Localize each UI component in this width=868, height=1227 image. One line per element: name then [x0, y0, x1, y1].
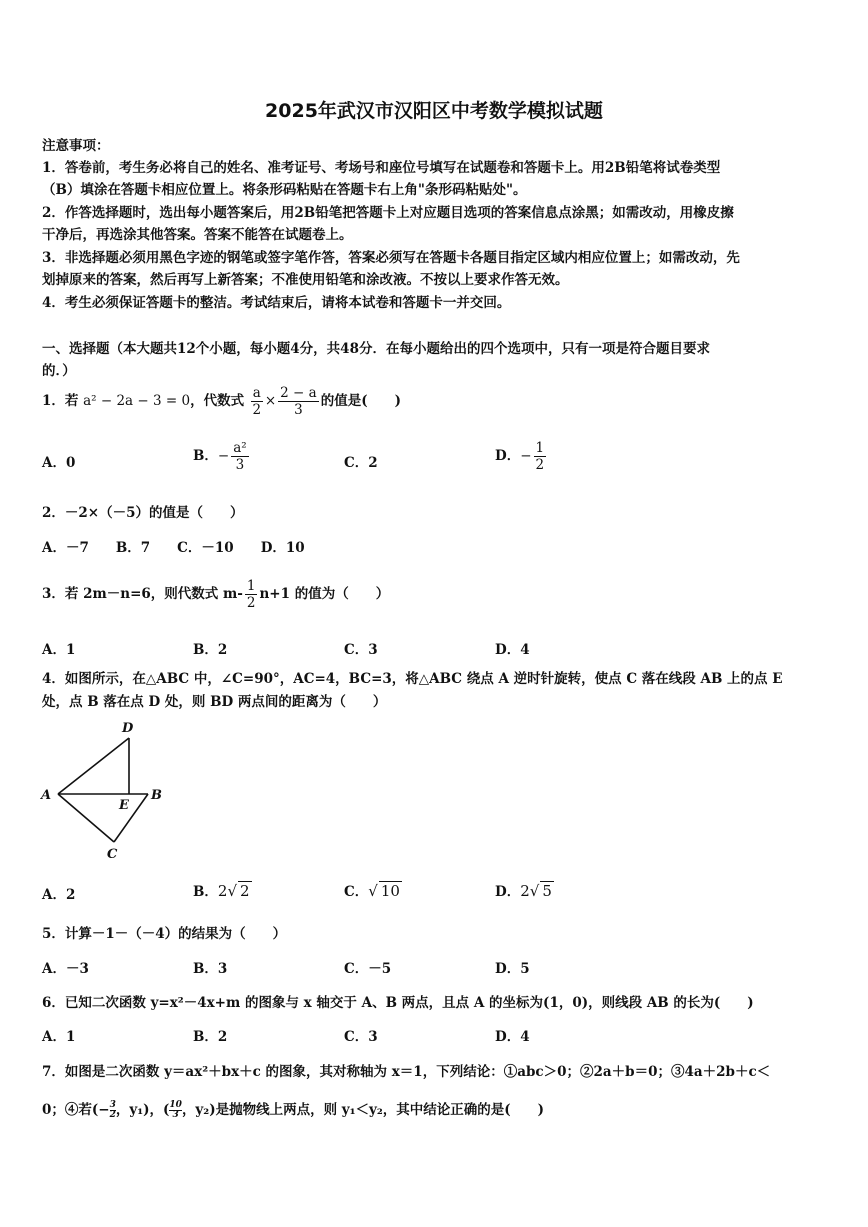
option-d: D．− $\frac{1}{2}$: [495, 440, 545, 473]
option-c: C．3: [344, 1029, 378, 1045]
option-b: B．2: [193, 642, 228, 658]
option-a: A．0: [42, 455, 76, 471]
question-7-cont: 0；④若(− $\frac{3}{2}$ ，y₁)，( $\frac{10}{3}$ ，y₂)是抛物线上两点，则 y₁＜y₂，其中结论正确的是( ): [42, 1100, 545, 1120]
notes-line: （B）填涂在答题卡相应位置上。将条形码粘贴在答题卡右上角"条形码粘贴处"。: [42, 182, 527, 198]
triangle-figure: [36, 716, 176, 864]
question-3: 3．若 2m－n=6，则代数式 m- $\frac{1}{2}$ n+1 的值为（ ）: [42, 578, 390, 611]
notes-line: 2．作答选择题时，选出每小题答案后，用2B铅笔把答题卡上对应题目选项的答案信息点涂黑；如需改动，用橡皮擦: [42, 205, 734, 221]
notes-line: 1．答卷前，考生务必将自己的姓名、准考证号、考场号和座位号填写在试题卷和答题卡上。用2B铅笔将试卷类型: [42, 160, 721, 176]
label-c: C: [107, 847, 118, 862]
option-d: D．4: [495, 1029, 530, 1045]
label-a: A: [41, 788, 52, 803]
option-d: D．4: [495, 642, 530, 658]
notes-line: 干净后，再选涂其他答案。答案不能答在试题卷上。: [42, 227, 353, 243]
question-6: 6．已知二次函数 y=x²－4x+m 的图象与 x 轴交于 A、B 两点，且点 A 的坐标为(1，0)，则线段 AB 的长为( ): [42, 995, 754, 1011]
question-4-cont: 处，点 B 落在点 D 处，则 BD 两点间的距离为（ ）: [42, 694, 387, 710]
option-a: A．1: [42, 1029, 76, 1045]
option-c: C．√ 10: [344, 882, 400, 900]
notes-heading: 注意事项：: [42, 138, 110, 154]
option-b: B．2: [193, 1029, 228, 1045]
notes-line: 划掉原来的答案，然后再写上新答案；不准使用铅笔和涂改液。不按以上要求作答无效。: [42, 272, 569, 288]
section-heading-cont: 的．）: [42, 363, 76, 379]
label-e: E: [119, 798, 129, 813]
page-title: 2025年武汉市汉阳区中考数学模拟试题: [265, 100, 603, 122]
question-7: 7．如图是二次函数 y＝ax²＋bx＋c 的图象，其对称轴为 x＝1，下列结论：①abc＞0；②2a＋b＝0；③4a＋2b＋c＜: [42, 1064, 771, 1080]
option-c: C．2: [344, 455, 378, 471]
option-a: A．1: [42, 642, 76, 658]
option-a: A．2: [42, 887, 76, 903]
option-d: D．5: [495, 961, 530, 977]
option-a: A．－3: [42, 961, 89, 977]
option-d: D．2√ 5: [495, 882, 552, 900]
question-5: 5．计算－1－（－4）的结果为（ ）: [42, 926, 287, 942]
question-4: 4．如图所示，在△ABC 中，∠C=90°，AC=4，BC=3，将△ABC 绕点 A 逆时针旋转，使点 C 落在线段 AB 上的点 E: [42, 671, 783, 687]
label-d: D: [122, 721, 134, 736]
option-b: B．3: [193, 961, 228, 977]
option-c: C．3: [344, 642, 378, 658]
question-1: 1．若 a² − 2a − 3 = 0，代数式 $\frac{a}{2}$ × $\frac{2 - a}{3}$ 的值是( ): [42, 385, 401, 418]
option-c: C．－5: [344, 961, 392, 977]
label-b: B: [151, 788, 162, 803]
notes-line: 4．考生必须保证答题卡的整洁。考试结束后，请将本试卷和答题卡一并交回。: [42, 295, 511, 311]
option-b: B．− $\frac{\text{a²}}{3}$: [193, 440, 247, 473]
question-2-options: A．－7 B．7 C．－10 D．10: [42, 540, 305, 556]
notes-line: 3．非选择题必须用黑色字迹的钢笔或签字笔作答，答案必须写在答题卡各题目指定区域内相应位置上；如需改动，先: [42, 250, 740, 266]
question-2: 2．－2×（－5）的值是（ ）: [42, 505, 244, 521]
option-b: B．2√ 2: [193, 882, 250, 900]
section-heading: 一、选择题（本大题共12个小题，每小题4分，共48分．在每小题给出的四个选项中，只有一项是符合题目要求: [42, 341, 710, 357]
